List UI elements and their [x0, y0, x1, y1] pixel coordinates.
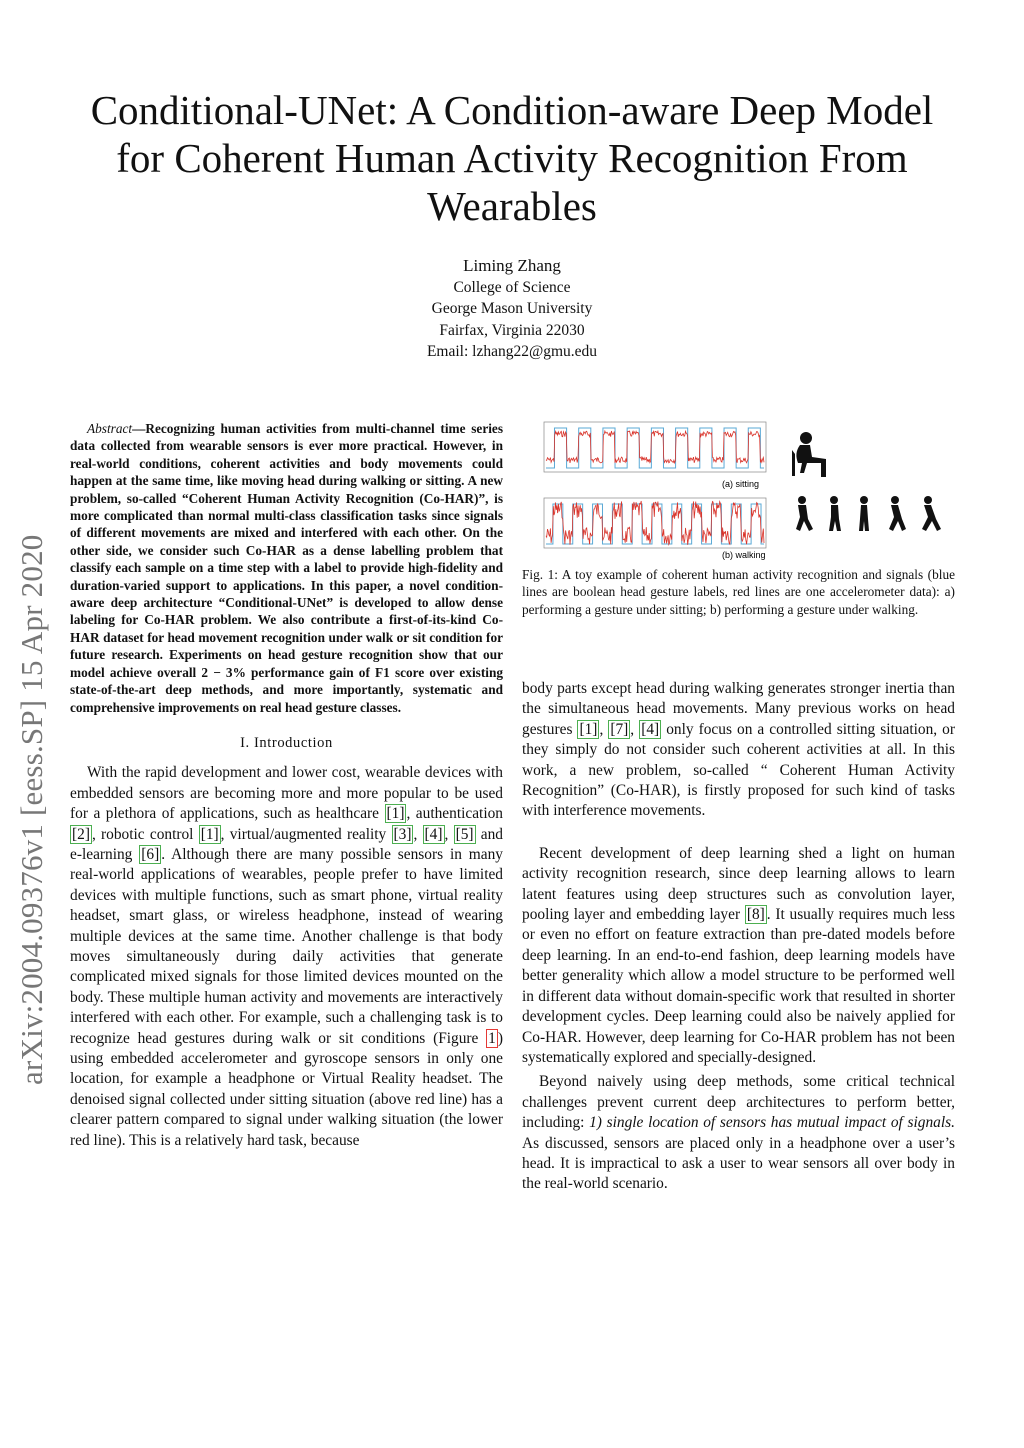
emphasis: 1) single location of sensors has mutual impact of signals. — [589, 1114, 955, 1132]
author-univ: George Mason University — [431, 300, 593, 317]
citation-link[interactable]: [3] — [393, 825, 412, 843]
person-walking-icon — [889, 496, 906, 531]
citation-link[interactable]: [5] — [455, 825, 474, 843]
figure-1 — [522, 420, 956, 560]
paragraph: Beyond naively using deep methods, some critical technical challenges prevent current deep architectures to perform better, including: 1) single location of sensors has mutual impact of signals. As discussed, sensors are placed only in a headphone over a user’s head. It is impractical to ask a user to wear sensors all over body in the real-world scenario. — [522, 1073, 955, 1193]
right-column — [522, 679, 955, 1195]
author-block — [312, 255, 712, 363]
intro-paragraph: With the rapid development and lower cost, wearable devices with embedded sensors are becoming more and more popular to be used for a plethora of applications, such as healthcare [1] , authentication [2] , robotic control [1] , virtual/augmented reality [3] , [4] , [5] and e-learning [6] . Although there are many possible sensors in many real-world applications of wearables, people prefer to have limited devices with multiple functions, such as smart phone, virtual reality headset, smart glass, or wireless headphone, instead of wearing multiple devices at the same time. Another challenge is that body moves simultaneously during daily activities that generate complicated mixed signals for those limited devices mounted on the body. These multiple human activity and movements are interactively interfered with each other. For example, such a challenging task is to recognize head gestures during walk or sit conditions (Figure 1 ) using embedded accelerometer and gyroscope sensors in only one location, for example a headphone or Virtual Reality headset. The denoised signal collected under sitting situation (above red line) has a clearer pattern compared to signal under walking situation (the lower red line). This is a relatively hard task, because — [70, 764, 504, 1149]
author-email: Email: lzhang22@gmu.edu — [426, 343, 598, 360]
citation-link[interactable]: [8] — [746, 906, 765, 924]
paper-title — [60, 86, 964, 230]
paragraph: body parts except head during walking generates stronger inertia than the simultaneous head movements. Many previous works on head gestures [1] , [7] , [4] only focus on a controlled sitting situation, or they simply do not consider such coherent activities at all. In this work, a new problem, so-called “ Coherent Human Activity Recognition” (Co-HAR), is firstly proposed for such kind of tasks with interference movements. — [522, 680, 956, 820]
title-line: Conditional-UNet: A Condition-aware Deep Model — [90, 87, 934, 133]
figure-link[interactable]: 1 — [488, 1029, 496, 1047]
figure-plots — [522, 420, 956, 560]
abstract-text: Recognizing human activities from multi-channel time series data collected from wearable sensors is ever more practical. However, in real-world conditions, coherent activities and body movements could happen at the same time, like moving head during walking or sitting. A new problem, so-called “Coherent Human Activity Recognition (Co-HAR)”, is more complicated than normal multi-class classification tasks since signals of different movements are mixed and interfered with each other. On the other side, we consider such Co-HAR as a dense labelling problem that classify each sample on a time step with a label to provide high-fidelity and duration-varied support to applications. In this paper, a novel condition-aware deep architecture “Conditional-UNet” is developed to allow dense labeling for Co-HAR problem. We also contribute a first-of-its-kind Co-HAR dataset for head movement recognition under walk or sit condition for future research. Experiments on head gesture recognition show that our model achieve overall 2 − 3% performance gain of F1 score over existing state-of-the-art deep methods, and more importantly, systematic and comprehensive improvements on real head gesture classes. — [70, 421, 503, 715]
figure-caption: Fig. 1: A toy example of coherent human activity recognition and signals (blue lines are boolean head gesture labels, red lines are one accelerometer data): a) performing a gesture under sitting; b) performing a gesture under walking. — [522, 567, 955, 617]
person-sitting-icon — [792, 432, 826, 477]
person-walking-icon — [796, 496, 813, 531]
citation-link[interactable]: [6] — [141, 845, 160, 863]
author-address: Fairfax, Virginia 22030 — [439, 321, 585, 339]
title-line: for Coherent Human Activity Recognition From — [116, 135, 908, 181]
author-dept: College of Science — [453, 278, 571, 296]
citation-link[interactable]: [1] — [386, 805, 405, 823]
arxiv-stamp: arXiv:2004.09376v1 [eess.SP] 15 Apr 2020 — [14, 534, 49, 1085]
citation-link[interactable]: [2] — [72, 825, 90, 843]
paragraph: Recent development of deep learning shed a light on human activity recognition research, since deep learning allows to learn latent features using deep structures such as convolution layer, pooling layer and embedding layer [8] . It usually requires much less or even no effort on feature extraction than pre-dated models before deep learning. In an end-to-end fashion, deep learning models have better generality which allow a model structure to be performed well in different data without domain-specific work that resulted in shorter development cycles. Deep learning could also be naively applied for Co-HAR. However, deep learning for Co-HAR problem has not been systematically explored and specially-designed. — [522, 844, 955, 1066]
person-walking-icon — [922, 496, 941, 531]
abstract-label: Abstract — [87, 421, 133, 436]
citation-link[interactable]: [7] — [610, 720, 629, 738]
title-line: Wearables — [427, 183, 597, 229]
plot-b-label: (b) walking — [722, 550, 766, 560]
plot-walking — [544, 498, 766, 548]
plot-a-label: (a) sitting — [722, 479, 760, 489]
figure-caption-block — [522, 566, 955, 618]
person-walking-icon — [829, 496, 841, 531]
author-name: Liming Zhang — [463, 256, 561, 275]
left-column — [70, 420, 503, 1151]
section-heading: I. Introduction — [240, 734, 333, 751]
person-walking-icon — [859, 496, 869, 531]
citation-link[interactable]: [1] — [200, 825, 219, 843]
citation-link[interactable]: [1] — [579, 720, 598, 738]
citation-link[interactable]: [4] — [424, 825, 443, 843]
abstract: Abstract—Recognizing human activities from multi-channel time series data collected from wearable sensors is ever more practical. However, in real-world conditions, coherent activities and body movements could happen at the same time, like moving head during walking or sitting. A new problem, so-called “Coherent Human Activity Recognition (Co-HAR)”, is more complicated than normal multi-class classification tasks since signals of different movements are mixed and interfered with each other. On the other side, we consider such Co-HAR as a dense labelling problem that classify each sample on a time step with a label to provide high-fidelity and duration-varied support to applications. In this paper, a novel condition-aware deep architecture “Conditional-UNet” is developed to allow dense labeling for Co-HAR problem. We also contribute a first-of-its-kind Co-HAR dataset for head movement recognition under walk or sit condition for future research. Experiments on head gesture recognition show that our model achieve overall 2 − 3% performance gain of F1 score over existing state-of-the-art deep methods, and more importantly, systematic and comprehensive improvements on real head gesture classes. — [70, 421, 503, 715]
plot-sitting — [544, 422, 766, 472]
citation-link[interactable]: [4] — [641, 720, 660, 738]
